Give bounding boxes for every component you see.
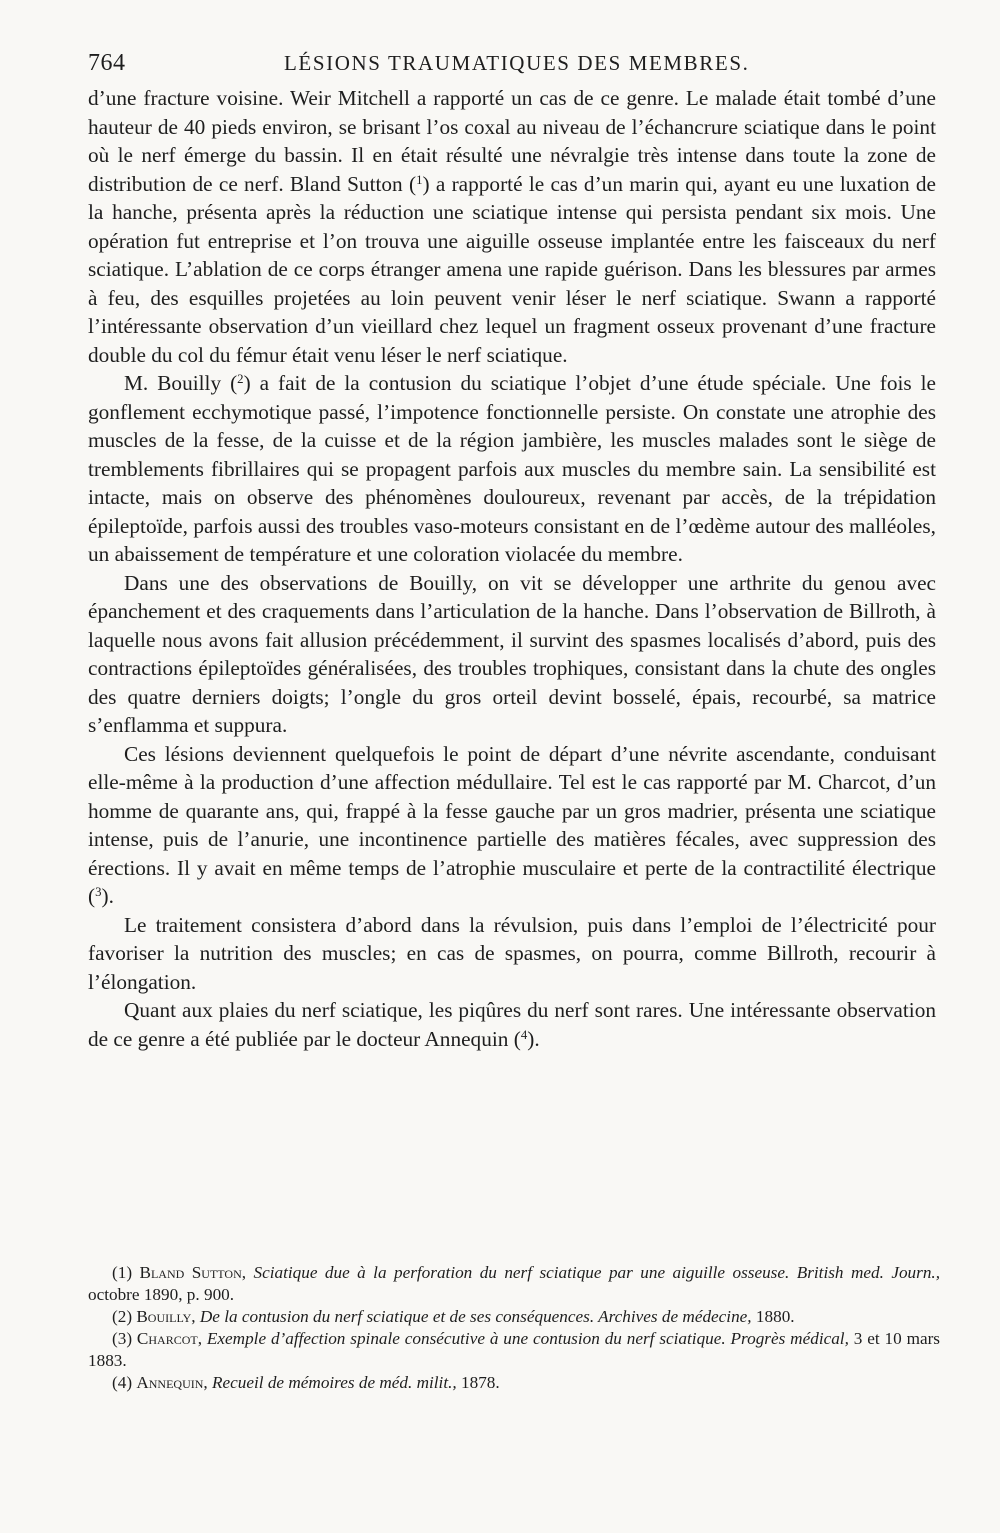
footnote-details: 1880.: [755, 1307, 795, 1326]
footnote-author: Bland Sutton,: [139, 1263, 247, 1282]
paragraph-6: [88, 996, 936, 1053]
footnote-3: [88, 1328, 940, 1372]
paragraph-6-text-b: ).: [527, 1026, 540, 1051]
footnote-author: Charcot,: [136, 1329, 203, 1348]
footnote-author: Annequin,: [136, 1373, 208, 1392]
footnote-ref-1: 1: [416, 172, 423, 187]
paragraph-2-text-a: M. Bouilly (: [124, 371, 238, 395]
paragraph-4-text-a: Ces lésions deviennent quelquefois le point de départ d’une névrite ascendante, conduisant elle-même à la production d’une affection médullaire. Tel est le cas rapporté par M. Charcot, d’un homme de quarante ans, qui, frappé à la fesse gauche par un gros madrier, présenta une sciatique intense, puis de l’anurie, une incontinence partielle des matières fécales, avec suppression des érections. Il y avait en même temps de l’atrophie musculaire et perte de la contractilité électrique (: [88, 741, 936, 908]
body-text: [88, 84, 936, 1053]
footnote-2: [88, 1306, 940, 1328]
footnote-ref-2: 2: [237, 371, 244, 386]
footnote-title: Sciatique due à la perforation du nerf sciatique par une aiguille osseuse. British med. Journ.,: [253, 1263, 941, 1282]
page-header: [88, 50, 938, 84]
paragraph-2: [88, 369, 936, 569]
footnote-title: Recueil de mémoires de méd. milit.,: [212, 1373, 457, 1392]
running-title: LÉSIONS TRAUMATIQUES DES MEMBRES.: [284, 51, 750, 75]
paragraph-1-text-a: d’une fracture voisine. Weir Mitchell a rapporté un cas de ce genre. Le malade était tombé d’une hauteur de 40 pieds environ, se brisant l’os coxal au niveau de l’échancrure sciatique dans le point où le nerf émerge du bassin. Il en était résulté une névralgie très intense dans toute la zone de distribution de ce nerf. Bland Sutton (: [88, 86, 936, 196]
footnote-number: (2): [112, 1307, 133, 1326]
paragraph-6-text-a: Quant aux plaies du nerf sciatique, les piqûres du nerf sont rares. Une intéressante observation de ce genre a été publiée par le docteur Annequin (: [88, 998, 936, 1051]
footnote-number: (1): [112, 1263, 133, 1282]
footnote-title: De la contusion du nerf sciatique et de ses conséquences. Archives de médecine,: [199, 1307, 752, 1326]
paragraph-3: Dans une des observations de Bouilly, on vit se développer une arthrite du genou avec épanchement et des craquements dans l’articulation de la hanche. Dans l’observation de Billroth, à laquelle nous avons fait allusion précédemment, il survint des spasmes localisés d’abord, puis des contractions épileptoïdes généralisées, des troubles trophiques, consistant dans la chute des ongles des quatre derniers doigts; l’ongle du gros orteil devint bosselé, épais, recourbé, sa matrice s’enflamma et suppura.: [88, 570, 936, 737]
paragraph-2-text-b: ) a fait de la contusion du sciatique l’objet d’une étude spéciale. Une fois le gonflement ecchymotique passé, l’impotence fonctionnelle persiste. On constate une atrophie des muscles de la fesse, de la cuisse et de la région jambière, les muscles malades sont le siège de tremblements fibrillaires qui se propagent parfois aux muscles du membre sain. La sensibilité est intacte, mais on observe des phénomènes douloureux, revenant par accès, de la trépidation épileptoïde, parfois aussi des troubles vaso-moteurs consistant en de l’œdème autour des malléoles, un abaissement de température et une coloration violacée du membre.: [88, 371, 936, 566]
footnote-4: [88, 1372, 940, 1394]
footnotes: [88, 1262, 940, 1394]
footnote-ref-3: 3: [95, 884, 102, 899]
paragraph-4: [88, 740, 936, 911]
footnote-ref-4: 4: [520, 1027, 528, 1042]
footnote-details: octobre 1890, p. 900.: [88, 1285, 235, 1304]
footnote-details: 3 et 10 mars 1883.: [88, 1329, 940, 1370]
paragraph-1: [88, 84, 936, 369]
footnote-details: 1878.: [461, 1373, 500, 1392]
footnote-title: Exemple d’affection spinale consécutive à une contusion du nerf sciatique. Progrès médical,: [206, 1329, 849, 1348]
page-number: 764: [88, 50, 126, 76]
paragraph-4-text-b: ).: [101, 884, 114, 908]
paragraph-5: Le traitement consistera d’abord dans la révulsion, puis dans l’emploi de l’électricité pour favoriser la nutrition des muscles; en cas de spasmes, on pourra, comme Billroth, recourir à l’élongation.: [88, 912, 936, 994]
footnote-author: Bouilly,: [136, 1307, 196, 1326]
footnote-number: (4): [112, 1373, 133, 1392]
footnote-number: (3): [112, 1329, 133, 1348]
footnote-1: [88, 1262, 940, 1306]
paragraph-1-text-b: ) a rapporté le cas d’un marin qui, ayant eu une luxation de la hanche, présenta après la réduction une sciatique intense qui persista pendant six mois. Une opération fut entreprise et l’on trouva une aiguille osseuse implantée entre les faisceaux du nerf sciatique. L’ablation de ce corps étranger amena une rapide guérison. Dans les blessures par armes à feu, des esquilles projetées au loin peuvent venir léser le nerf sciatique. Swann a rapporté l’intéressante observation d’un vieillard chez lequel un fragment osseux provenant d’une fracture double du col du fémur était venu léser le nerf sciatique.: [88, 171, 937, 367]
